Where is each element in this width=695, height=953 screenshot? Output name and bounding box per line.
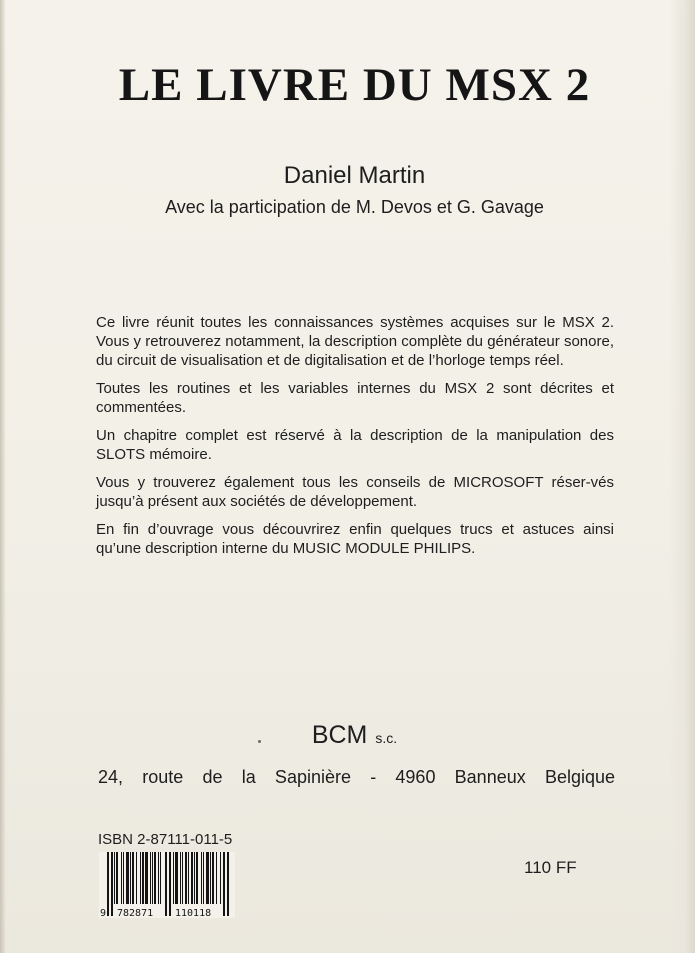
barcode-bar: [130, 852, 131, 910]
barcode-bar: [121, 852, 122, 910]
barcode-bar: [206, 852, 209, 910]
barcode-icon: [99, 852, 235, 918]
barcode-bar: [196, 852, 198, 910]
publisher-name: BCM: [311, 721, 368, 749]
barcode-bar: [126, 852, 129, 910]
barcode-digits-right: 110118: [175, 908, 212, 918]
barcode-bar: [203, 852, 204, 910]
barcode-bar: [114, 852, 115, 910]
cover-left-edge: [0, 0, 6, 953]
barcode-bar: [145, 852, 148, 910]
barcode-bar: [194, 852, 195, 910]
barcode-bar: [158, 852, 159, 910]
blurb-text: [96, 313, 614, 567]
barcode-bar: [116, 852, 118, 910]
barcode-bar: [160, 852, 161, 910]
barcode-bar: [191, 852, 193, 910]
blurb-paragraph: Vous y trouverez également tous les conseils de MICROSOFT réser-vés jusqu’à présent aux sociétés de développement.: [96, 474, 614, 510]
blurb-paragraph: Toutes les routines et les variables internes du MSX 2 sont décrites et commentées.: [96, 380, 614, 416]
blurb-paragraph: Un chapitre complet est réservé à la description de la manipulation des SLOTS mémoire.: [96, 427, 614, 463]
barcode-bar: [152, 852, 153, 910]
barcode-bar: [136, 852, 137, 910]
book-title: LE LIVRE DU MSX 2: [118, 59, 591, 111]
barcode-bar: [216, 852, 217, 910]
barcode-bar: [201, 852, 202, 910]
price-tag: 110 FF: [524, 858, 577, 877]
barcode-bar: [182, 852, 183, 910]
barcode-bar: [175, 852, 178, 910]
publisher: [0, 721, 695, 750]
blurb-paragraph: En fin d’ouvrage vous découvrirez enfin quelques trucs et astuces ainsi qu’une description interne du MUSIC MODULE PHILIPS.: [96, 521, 614, 557]
barcode-bar: [150, 852, 151, 910]
barcode-bar: [220, 852, 221, 910]
barcode-digit-lead: 9: [100, 908, 107, 918]
barcode-bar: [212, 852, 214, 910]
barcode-digits-left: 782871: [117, 908, 154, 918]
barcode-bar: [188, 852, 189, 910]
cover-right-edge: [669, 0, 695, 953]
barcode-bar: [180, 852, 181, 910]
barcode-bar: [123, 852, 124, 910]
publisher-address: 24, route de la Sapinière - 4960 Banneux Belgique: [98, 767, 615, 787]
barcode-bar: [142, 852, 144, 910]
blurb-paragraph: Ce livre réunit toutes les connaissances systèmes acquises sur le MSX 2. Vous y retrouverez notamment, la description complète du générateur sonore, du circuit de visualisation et de digitalisation et de l’horloge temps réel.: [96, 314, 614, 369]
barcode-bar: [132, 852, 134, 910]
contributors-line: Avec la participation de M. Devos et G. Gavage: [165, 197, 544, 217]
barcode-bar: [140, 852, 141, 910]
barcode-bar: [173, 852, 174, 910]
barcode-bar: [210, 852, 211, 910]
publisher-suffix: s.c.: [375, 730, 398, 746]
author-name: Daniel Martin: [283, 162, 426, 189]
isbn-number: ISBN 2-87111-011-5: [98, 831, 233, 848]
barcode-bar: [154, 852, 156, 910]
barcode-bar: [185, 852, 187, 910]
